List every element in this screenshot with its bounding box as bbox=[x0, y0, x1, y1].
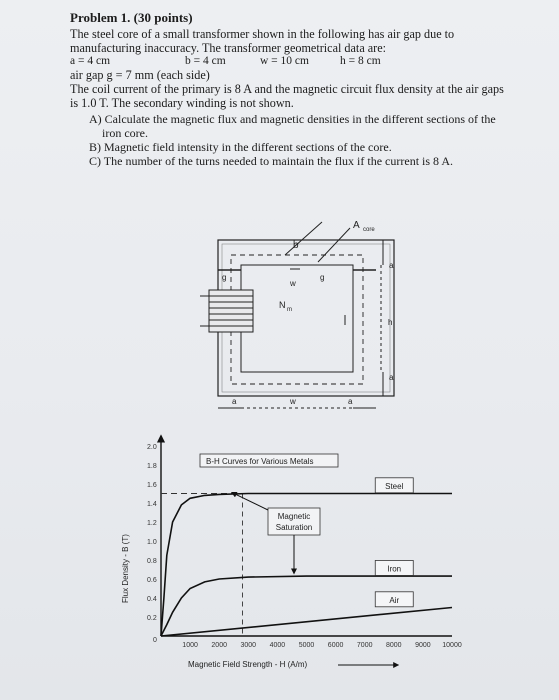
problem-title: Problem 1. (30 points) bbox=[70, 10, 193, 25]
series-steel-label: Steel bbox=[385, 481, 404, 491]
param-a: a = 4 cm bbox=[70, 55, 111, 67]
param-h: h = 8 cm bbox=[340, 55, 381, 67]
x-tick-label: 7000 bbox=[356, 642, 373, 649]
series-air-label: Air bbox=[389, 595, 400, 605]
y-tick-label: 0.2 bbox=[147, 615, 157, 622]
series-air-curve bbox=[161, 608, 452, 637]
question-a: A) Calculate the magnetic flux and magnetic densities in the different sections of the iron core. bbox=[89, 112, 496, 140]
x-tick-label: 3000 bbox=[240, 642, 257, 649]
x-tick-label: 10000 bbox=[442, 642, 462, 649]
annotation-text-1: Magnetic bbox=[277, 512, 311, 521]
current-line-2: is 1.0 T. The secondary winding is not shown. bbox=[70, 96, 294, 110]
y-tick-label: 1.6 bbox=[147, 482, 157, 489]
y-tick-label: 1.0 bbox=[147, 539, 157, 546]
intro-line-2: manufacturing inaccuracy. The transformer geometrical data are: bbox=[70, 41, 387, 55]
svg-text:m: m bbox=[287, 307, 292, 313]
a-top-label: a bbox=[389, 261, 394, 270]
y-tick-label: 0.8 bbox=[147, 558, 157, 565]
series-iron-label: Iron bbox=[387, 564, 402, 574]
x-axis-label: Magnetic Field Strength - H (A/m) bbox=[188, 660, 308, 669]
chart-title: B-H Curves for Various Metals bbox=[206, 457, 314, 466]
question-b: B) Magnetic field intensity in the different sections of the core. bbox=[89, 140, 392, 154]
origin-label: 0 bbox=[153, 637, 157, 644]
x-tick-label: 8000 bbox=[386, 642, 402, 649]
param-w: w = 10 cm bbox=[260, 55, 309, 67]
x-tick-label: 9000 bbox=[415, 642, 431, 649]
y-tick-label: 1.4 bbox=[147, 501, 157, 508]
n-turns-label: N bbox=[279, 300, 286, 310]
w-small-label: w bbox=[290, 279, 296, 288]
x-tick-label: 4000 bbox=[269, 642, 286, 649]
a-bottom-right-label: a bbox=[348, 397, 353, 406]
y-axis-label: Flux Density - B (T) bbox=[121, 534, 130, 603]
svg-text:core: core bbox=[363, 227, 375, 233]
w-bottom-label: w bbox=[290, 397, 296, 406]
x-tick-label: 6000 bbox=[327, 642, 344, 649]
current-line-1: The coil current of the primary is 8 A and the magnetic circuit flux density at the air gaps bbox=[70, 82, 504, 96]
y-tick-label: 0.6 bbox=[147, 577, 157, 584]
annotation-arrow-steel bbox=[232, 493, 268, 510]
g-right-label: g bbox=[320, 273, 325, 282]
a-bottom-label: a bbox=[389, 373, 394, 382]
y-tick-label: 2.0 bbox=[147, 444, 157, 451]
x-tick-label: 1000 bbox=[182, 642, 198, 649]
y-tick-label: 1.8 bbox=[147, 463, 157, 470]
x-tick-label: 2000 bbox=[211, 642, 227, 649]
intro-line-1: The steel core of a small transformer shown in the following has air gap due to bbox=[70, 27, 455, 41]
a-bottom-left-label: a bbox=[232, 397, 237, 406]
y-tick-label: 0.4 bbox=[147, 596, 157, 603]
param-b: b = 4 cm bbox=[185, 55, 226, 67]
annotation-text-2: Saturation bbox=[275, 523, 313, 532]
b-label: b bbox=[293, 240, 299, 251]
a-core-label: A bbox=[353, 220, 360, 231]
x-tick-label: 5000 bbox=[298, 642, 315, 649]
g-left-label: g bbox=[222, 273, 227, 282]
param-g: air gap g = 7 mm (each side) bbox=[70, 68, 210, 82]
h-label: h bbox=[388, 318, 393, 327]
y-tick-label: 1.2 bbox=[147, 520, 157, 527]
question-c: C) The number of the turns needed to maintain the flux if the current is 8 A. bbox=[89, 154, 454, 168]
